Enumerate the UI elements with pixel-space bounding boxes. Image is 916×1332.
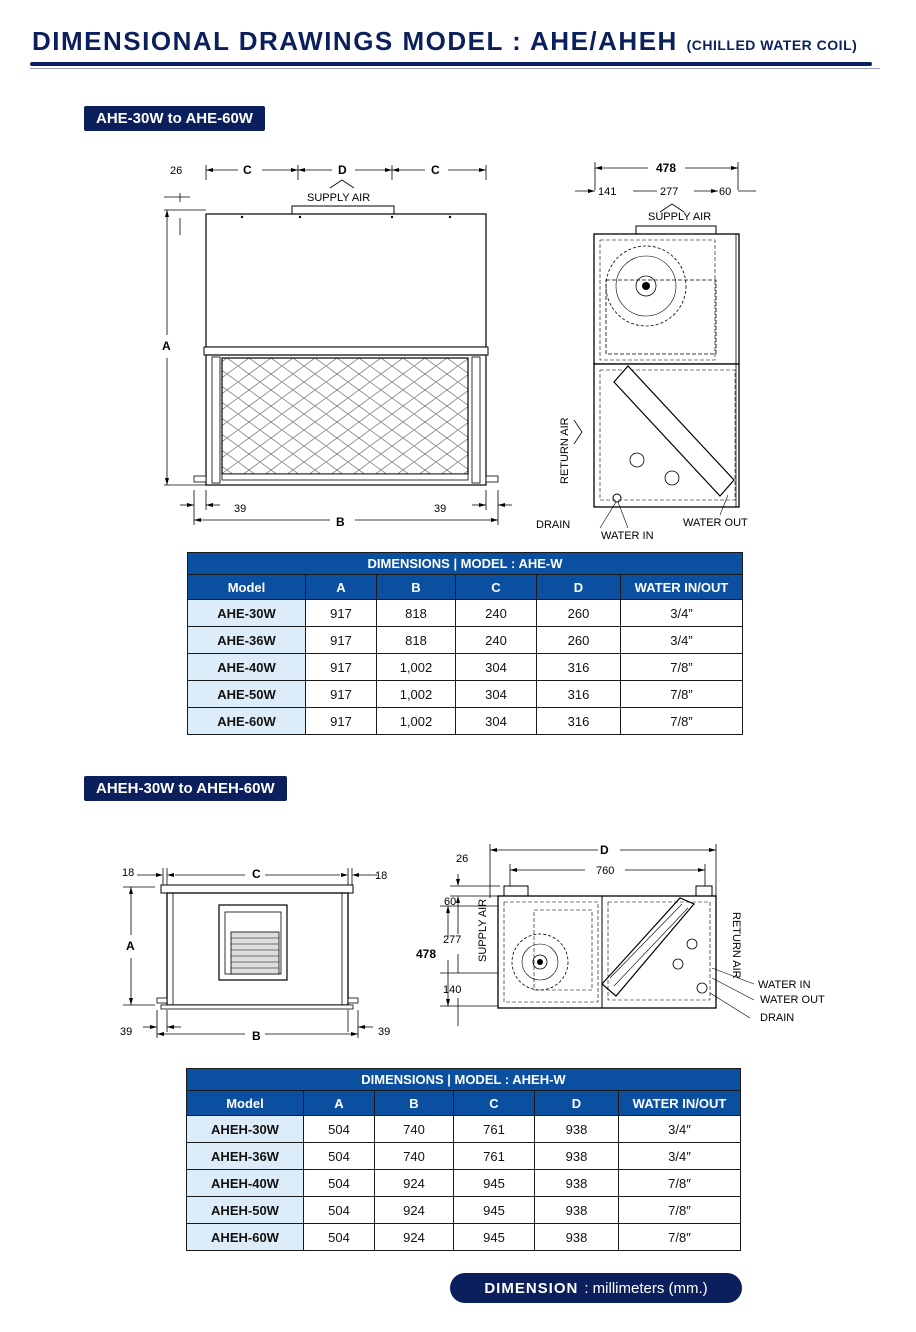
table-cell: 7/8” — [621, 654, 743, 681]
table-cell-model: AHE-30W — [188, 600, 306, 627]
table-cell: 938 — [535, 1170, 619, 1197]
side-return-air-label: RETURN AIR — [730, 912, 742, 979]
table-cell: 917 — [306, 654, 377, 681]
table-cell: 938 — [535, 1197, 619, 1224]
table-row — [187, 1116, 741, 1143]
side-dim-60: 60 — [719, 186, 732, 198]
table2-header-c: C — [454, 1091, 535, 1116]
table-row — [188, 600, 743, 627]
dimension-unit-text: : millimeters (mm.) — [584, 1279, 708, 1297]
side-dim-60: 60 — [444, 896, 457, 908]
table-cell: 260 — [537, 627, 621, 654]
ahe-dimension-table — [187, 552, 743, 735]
table-row — [187, 1197, 741, 1224]
table1-header-water: WATER IN/OUT — [621, 575, 743, 600]
table2-header-model: Model — [187, 1091, 304, 1116]
table-cell: 945 — [454, 1197, 535, 1224]
side-drain-label: DRAIN — [760, 1012, 795, 1024]
table-cell: 3/4″ — [619, 1116, 741, 1143]
dim-39-left: 39 — [234, 503, 247, 515]
title-rule — [30, 62, 872, 66]
dim-26: 26 — [170, 165, 183, 177]
table-cell: 917 — [306, 708, 377, 735]
title-rule-thin — [30, 68, 880, 69]
table-row — [187, 1170, 741, 1197]
table1-header-c: C — [456, 575, 537, 600]
table-cell: 3/4” — [621, 627, 743, 654]
table-cell: 7/8” — [621, 681, 743, 708]
page-title — [32, 26, 857, 57]
dim-39-right: 39 — [434, 503, 447, 515]
table-cell: 316 — [537, 654, 621, 681]
table-cell: 1,002 — [377, 681, 456, 708]
table-cell-model: AHEH-60W — [187, 1224, 304, 1251]
table-cell: 1,002 — [377, 654, 456, 681]
table-cell: 945 — [454, 1170, 535, 1197]
table-row — [188, 708, 743, 735]
table-row — [188, 627, 743, 654]
ahe-front-view-drawing — [150, 150, 520, 540]
table-cell-model: AHEH-40W — [187, 1170, 304, 1197]
table-cell: 818 — [377, 627, 456, 654]
table-cell: 316 — [537, 681, 621, 708]
table-cell: 924 — [375, 1197, 454, 1224]
dim-a: A — [126, 939, 135, 953]
table-cell-model: AHEH-50W — [187, 1197, 304, 1224]
dim-18-right: 18 — [375, 870, 388, 882]
table2-header-d: D — [535, 1091, 619, 1116]
table-cell-model: AHE-36W — [188, 627, 306, 654]
side-dim-760: 760 — [596, 865, 615, 877]
section2-tag: AHEH-30W to AHEH-60W — [84, 776, 287, 801]
table-cell: 1,002 — [377, 708, 456, 735]
table-cell: 938 — [535, 1143, 619, 1170]
dim-d: D — [338, 163, 347, 177]
table-cell: 7/8″ — [619, 1224, 741, 1251]
dimension-label: DIMENSION — [484, 1279, 579, 1297]
table1-header-a: A — [306, 575, 377, 600]
side-water-out-label: WATER OUT — [683, 517, 748, 529]
table-cell: 304 — [456, 681, 537, 708]
table-row — [188, 654, 743, 681]
table-cell: 924 — [375, 1170, 454, 1197]
table2-header-a: A — [304, 1091, 375, 1116]
table-cell: 7/8″ — [619, 1170, 741, 1197]
dim-c: C — [252, 867, 261, 881]
table-cell: 740 — [375, 1143, 454, 1170]
side-dim-277: 277 — [660, 186, 679, 198]
table-row — [188, 681, 743, 708]
dim-b: B — [336, 515, 345, 529]
table-cell: 260 — [537, 600, 621, 627]
table1-header-d: D — [537, 575, 621, 600]
table-cell: 818 — [377, 600, 456, 627]
table-cell-model: AHEH-36W — [187, 1143, 304, 1170]
table-cell: 304 — [456, 654, 537, 681]
table-cell: 938 — [535, 1116, 619, 1143]
dim-39-right: 39 — [378, 1026, 391, 1038]
side-water-in-label: WATER IN — [601, 530, 654, 542]
dim-39-left: 39 — [120, 1026, 133, 1038]
table1-header-b: B — [377, 575, 456, 600]
table-cell: 761 — [454, 1116, 535, 1143]
side-dim-141: 141 — [598, 186, 617, 198]
side-water-in-label: WATER IN — [758, 979, 811, 991]
table-cell-model: AHEH-30W — [187, 1116, 304, 1143]
title-main: DIMENSIONAL DRAWINGS MODEL : AHE/AHEH — [32, 26, 678, 56]
side-water-out-label: WATER OUT — [760, 994, 825, 1006]
table-cell: 917 — [306, 681, 377, 708]
aheh-front-view-drawing — [115, 860, 405, 1050]
table-cell: 316 — [537, 708, 621, 735]
table-cell: 740 — [375, 1116, 454, 1143]
side-dim-140: 140 — [443, 984, 462, 996]
table2-header-b: B — [375, 1091, 454, 1116]
side-dim-478: 478 — [656, 161, 677, 175]
table-cell: 3/4” — [621, 600, 743, 627]
side-return-air-label: RETURN AIR — [559, 417, 571, 484]
table1-header-model: Model — [188, 575, 306, 600]
dim-c-right: C — [431, 163, 440, 177]
side-dim-d: D — [600, 843, 609, 857]
side-dim-26: 26 — [456, 853, 469, 865]
table-cell-model: AHE-60W — [188, 708, 306, 735]
side-dim-478: 478 — [416, 947, 437, 961]
aheh-side-view-drawing — [410, 838, 840, 1038]
table-row — [187, 1224, 741, 1251]
dimension-unit-badge — [450, 1273, 742, 1303]
dim-a: A — [162, 339, 171, 353]
table1-caption: DIMENSIONS | MODEL : AHE-W — [188, 553, 743, 575]
table-cell-model: AHE-50W — [188, 681, 306, 708]
title-subtitle: (CHILLED WATER COIL) — [686, 37, 858, 53]
side-dim-277: 277 — [443, 934, 462, 946]
side-supply-air-label: SUPPLY AIR — [648, 211, 712, 223]
table-cell: 917 — [306, 600, 377, 627]
table-cell: 304 — [456, 708, 537, 735]
side-supply-air-label: SUPPLY AIR — [477, 898, 489, 962]
section1-tag: AHE-30W to AHE-60W — [84, 106, 265, 131]
side-drain-label: DRAIN — [536, 519, 571, 531]
table-cell: 240 — [456, 600, 537, 627]
table-row — [187, 1143, 741, 1170]
table-cell: 504 — [304, 1170, 375, 1197]
table-cell: 761 — [454, 1143, 535, 1170]
table-cell: 504 — [304, 1224, 375, 1251]
table2-caption: DIMENSIONS | MODEL : AHEH-W — [187, 1069, 741, 1091]
table-cell: 917 — [306, 627, 377, 654]
table-cell: 504 — [304, 1197, 375, 1224]
table-cell: 7/8″ — [619, 1197, 741, 1224]
dim-18-left: 18 — [122, 867, 135, 879]
table-cell: 504 — [304, 1116, 375, 1143]
table-cell: 945 — [454, 1224, 535, 1251]
dim-b: B — [252, 1029, 261, 1043]
table2-header-water: WATER IN/OUT — [619, 1091, 741, 1116]
table-cell-model: AHE-40W — [188, 654, 306, 681]
table-cell: 924 — [375, 1224, 454, 1251]
ahe-side-view-drawing — [530, 150, 770, 550]
aheh-dimension-table — [186, 1068, 741, 1251]
table-cell: 7/8” — [621, 708, 743, 735]
table-cell: 3/4″ — [619, 1143, 741, 1170]
supply-air-label: SUPPLY AIR — [307, 192, 371, 204]
table-cell: 938 — [535, 1224, 619, 1251]
table-cell: 240 — [456, 627, 537, 654]
table-cell: 504 — [304, 1143, 375, 1170]
dim-c-left: C — [243, 163, 252, 177]
